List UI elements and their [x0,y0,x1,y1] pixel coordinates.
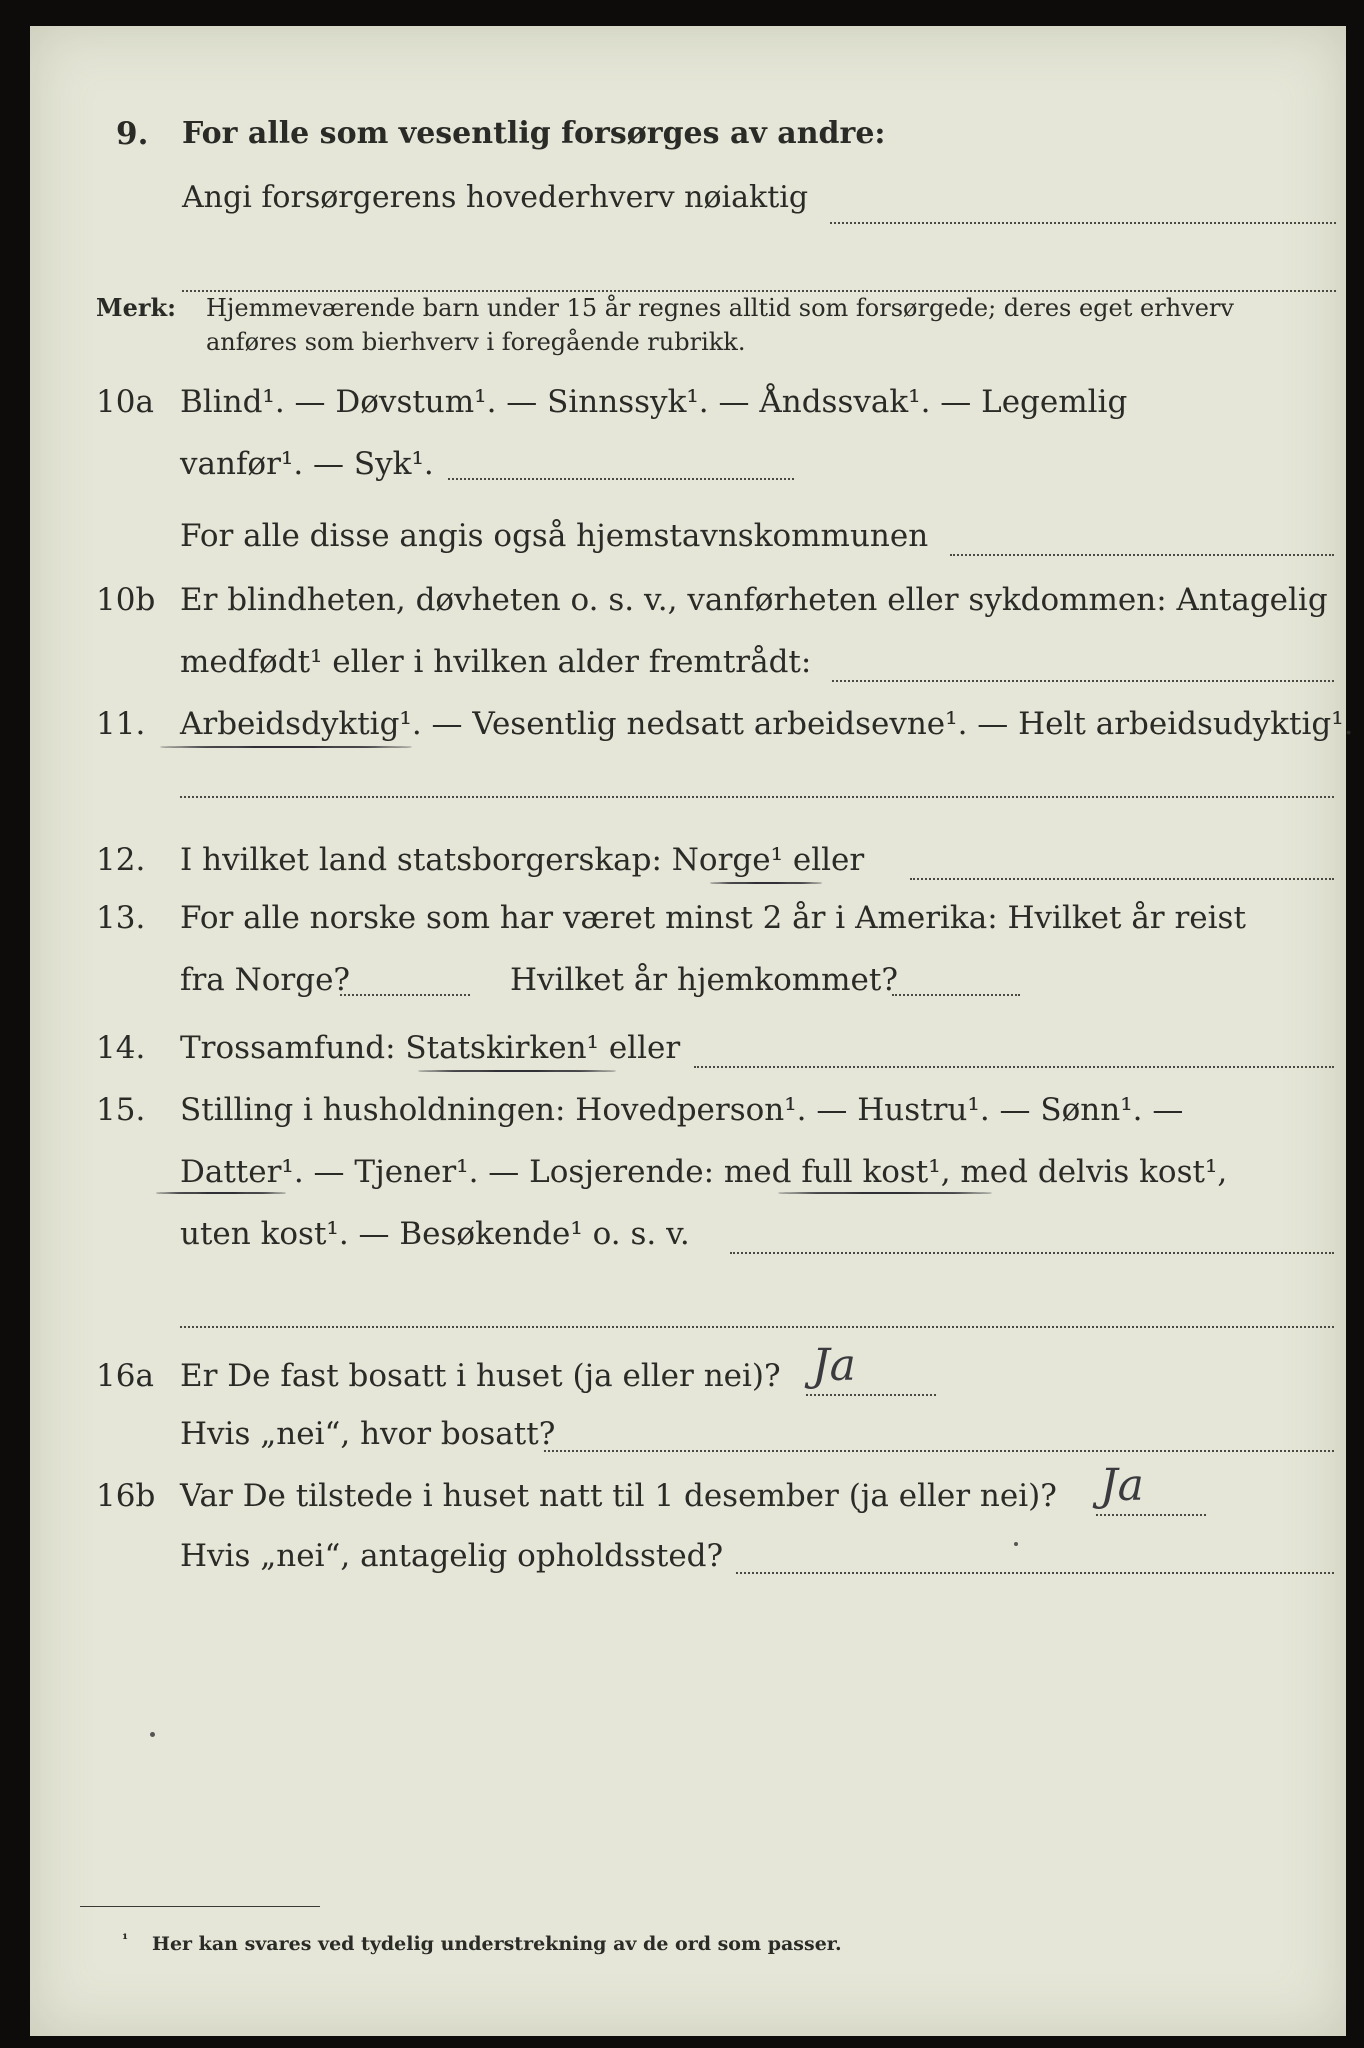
q15-number: 15. [96,1092,146,1128]
q9-heading: For alle som vesentlig forsørges av andre: [182,116,886,151]
q12-question: I hvilket land statsborgerskap: Norge¹ eller [180,842,865,878]
merk-line-1: Hjemmeværende barn under 15 år regnes alltid som forsørgede; deres eget erhverv [206,294,1234,322]
q16a-residence-line[interactable] [544,1450,1334,1452]
q11-number: 11. [96,706,146,742]
q12-answer-line[interactable] [910,878,1334,880]
ink-speck [1014,1542,1018,1546]
q16b-followup: Hvis „nei“, antagelig opholdssted? [180,1538,724,1574]
q12-number: 12. [96,842,146,878]
q15-answer-line[interactable] [730,1252,1334,1254]
footnote-text: Her kan svares ved tydelig understrekning av de ord som passer. [152,1933,842,1955]
q14-underline-statskirken [418,1070,616,1072]
merk-line-2: anføres som bierhverv i foregående rubrikk. [206,328,746,356]
q13-line-2a: fra Norge? [180,962,351,998]
q10a-line-2: vanfør¹. — Syk¹. [180,446,434,482]
q13-return-year-line[interactable] [892,994,1020,996]
q9-answer-line[interactable] [830,222,1336,224]
q12-underline-norge [710,882,822,884]
q15-underline-datter [156,1192,286,1194]
q10a-line-1: Blind¹. — Døvstum¹. — Sinnssyk¹. — Åndssvak¹. — Legemlig [180,384,1128,420]
q16b-handwritten-answer: Ja [1100,1460,1144,1511]
q16b-question: Var De tilstede i huset natt til 1 desember (ja eller nei)? [180,1478,1057,1514]
q16b-location-line[interactable] [736,1572,1334,1574]
q11-options: Arbeidsdyktig¹. — Vesentlig nedsatt arbeidsevne¹. — Helt arbeidsudyktig¹. [180,706,1354,742]
census-form-page [30,26,1354,2036]
q15-line-2: Datter¹. — Tjener¹. — Losjerende: med full kost¹, med delvis kost¹, [180,1154,1228,1190]
q11-answer-line[interactable] [180,796,1334,798]
q16a-followup: Hvis „nei“, hvor bosatt? [180,1416,556,1452]
q13-departure-year-line[interactable] [340,994,470,996]
ink-speck [150,1732,155,1737]
q15-line-1: Stilling i husholdningen: Hovedperson¹. — Hustru¹. — Sønn¹. — [180,1092,1184,1128]
q14-answer-line[interactable] [694,1066,1334,1068]
q13-number: 13. [96,900,146,936]
q16b-answer-line[interactable] [1096,1514,1206,1516]
q16b-number: 16b [96,1478,156,1514]
q16a-answer-line[interactable] [806,1394,936,1396]
q16a-handwritten-answer: Ja [812,1340,856,1391]
footnote-mark: ¹ [122,1932,129,1948]
q15-line-3: uten kost¹. — Besøkende¹ o. s. v. [180,1216,690,1252]
q10b-line-1: Er blindheten, døvheten o. s. v., vanførheten eller sykdommen: Antagelig [180,582,1328,618]
q10a-answer-line[interactable] [448,478,794,480]
q14-number: 14. [96,1030,146,1066]
footnote-rule [80,1906,320,1907]
q15-underline-med-full-kost [778,1192,992,1194]
q16a-number: 16a [96,1358,154,1394]
q10b-number: 10b [96,582,156,618]
q9-prompt: Angi forsørgerens hovederhverv nøiaktig [182,180,809,215]
q15-answer-line-2[interactable] [180,1326,1334,1328]
q10a-line-3: For alle disse angis også hjemstavnskommunen [180,518,929,554]
q10b-line-2: medfødt¹ eller i hvilken alder fremtrådt: [180,644,812,680]
q11-underline-arbeidsdyktig [160,746,412,748]
q10b-answer-line[interactable] [832,680,1334,682]
merk-label: Merk: [96,293,176,322]
q10a-municipality-line[interactable] [950,554,1334,556]
q16a-question: Er De fast bosatt i huset (ja eller nei)? [180,1358,781,1394]
q13-line-1: For alle norske som har været minst 2 år i Amerika: Hvilket år reist [180,900,1246,936]
q13-line-2b: Hvilket år hjemkommet? [510,962,898,998]
q10a-number: 10a [96,384,154,420]
q14-question: Trossamfund: Statskirken¹ eller [180,1030,681,1066]
q9-number: 9. [116,116,149,152]
